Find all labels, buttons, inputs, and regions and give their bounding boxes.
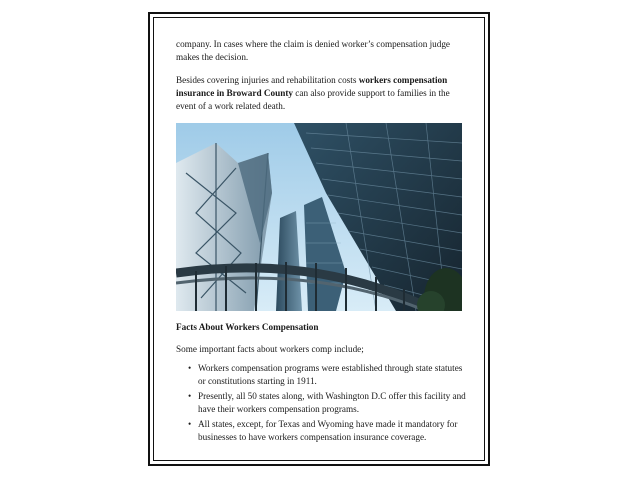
section-heading: Facts About Workers Compensation [176,322,319,332]
broward-insurance-phrase: workers compensation insurance in Broward County [176,75,448,98]
paragraph-coverage-end: can also provide support to families in the event of a work related death. [176,88,450,111]
facts-list [176,362,466,444]
bullet-icon: • [188,363,192,373]
list-item [176,362,466,388]
paragraph-coverage-start: Besides covering injuries and rehabilitation costs [176,75,359,85]
section-intro: Some important facts about workers comp include; [176,344,364,354]
skyscrapers-photo [176,123,462,311]
list-item-text: Presently, all 50 states along, with Washington D.C offer this facility and have their workers compensation programs. [198,391,466,414]
list-item [176,418,466,444]
list-item-text: Workers compensation programs were established through state statutes or constitutions starting in 1911. [198,363,463,386]
bullet-icon: • [188,391,192,401]
paragraph-claims: company. In cases where the claim is denied worker’s compensation judge makes the decision. [176,39,451,62]
list-item-text: All states, except, for Texas and Wyoming have made it mandatory for businesses to have workers compensation insurance coverage. [198,419,458,442]
document-body [176,38,466,446]
paragraph-coverage [176,74,466,113]
list-item [176,390,466,416]
bullet-icon: • [188,419,192,429]
